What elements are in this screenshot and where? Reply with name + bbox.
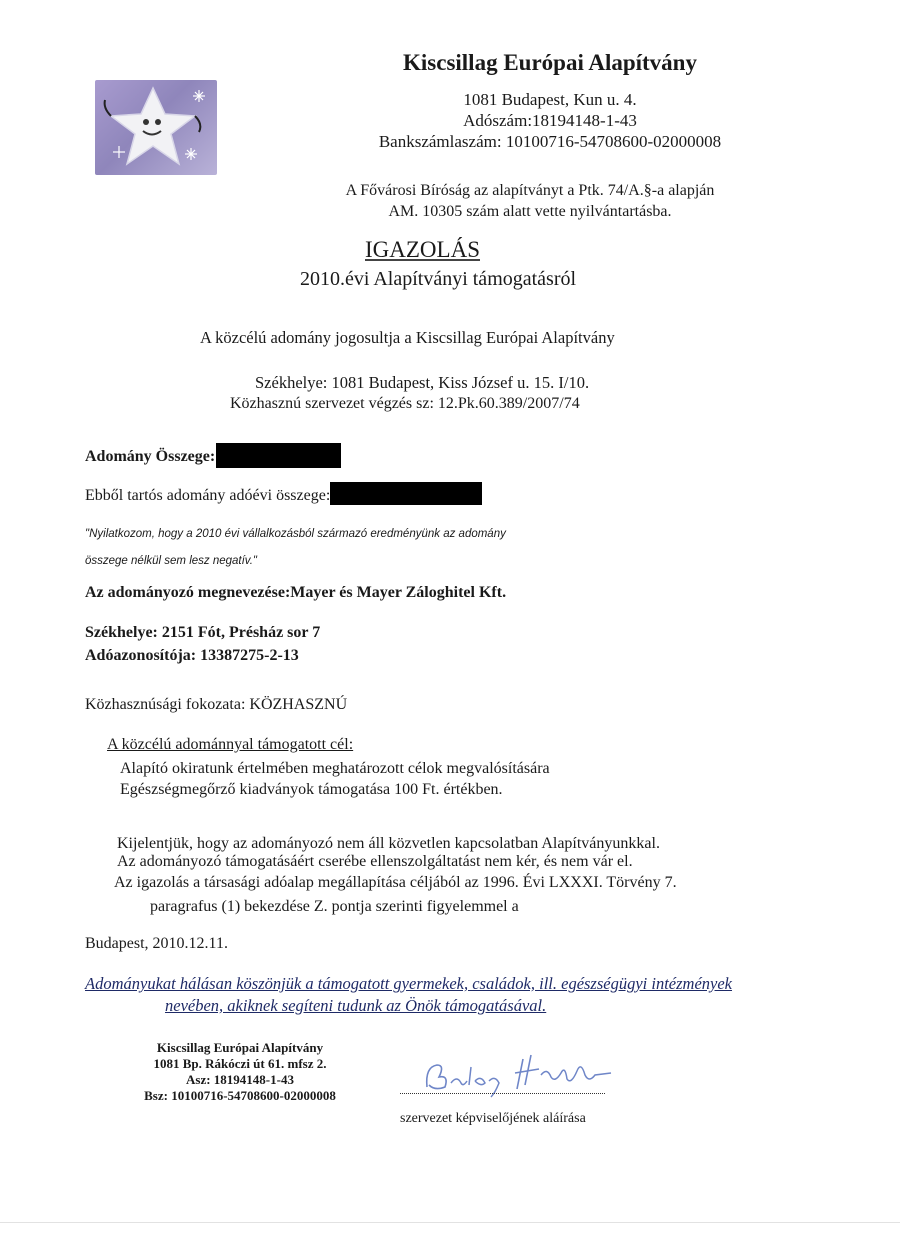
foundation-logo <box>95 80 217 175</box>
purpose-line1: Alapító okiratunk értelmében meghatározott célok megvalósítására <box>120 760 550 777</box>
header-org-name: Kiscsillag Európai Alapítvány <box>403 50 697 75</box>
foundation-stamp <box>130 1040 350 1104</box>
beneficiary-ruling: Közhasznú szervezet végzés sz: 12.Pk.60.389/2007/74 <box>230 395 580 412</box>
stamp-line4: Bsz: 10100716-54708600-02000008 <box>144 1088 336 1103</box>
star-mascot-icon <box>95 80 217 175</box>
declaration-line2: összege nélkül sem lesz negatív." <box>85 555 257 567</box>
statement-line4: paragrafus (1) bekezdése Z. pontja szerinti figyelemmel a <box>150 898 519 915</box>
purpose-line2: Egészségmegőrző kiadványok támogatása 100 Ft. értékben. <box>120 781 503 798</box>
donation-amount-label: Adomány Összege: <box>85 448 216 465</box>
thanks-line1: Adományukat hálásan köszönjük a támogatott gyermekek, családok, ill. egészségügyi intézmények <box>85 974 733 993</box>
redacted-longterm-amount <box>330 482 482 505</box>
handwritten-signature <box>415 1045 635 1105</box>
signature-label: szervezet képviselőjének aláírása <box>400 1111 586 1126</box>
page-edge-divider <box>0 1222 900 1223</box>
statement-line2: Az adományozó támogatásáért cserébe ellenszolgáltatást nem kér, és nem vár el. <box>117 853 633 870</box>
thanks-line2: nevében, akiknek segíteni tudunk az Önök támogatásával. <box>165 996 547 1015</box>
purpose-label: A közcélú adománnyal támogatott cél: <box>107 736 354 753</box>
header-bank-account: Bankszámlaszám: 10100716-54708600-02000008 <box>378 132 722 151</box>
header-registration-line1: A Fővárosi Bíróság az alapítványt a Ptk. 74/A.§-a alapján <box>345 182 715 199</box>
public-benefit-status: Közhasznúsági fokozata: KÖZHASZNÚ <box>85 696 348 713</box>
donor-name: Az adományozó megnevezése:Mayer és Mayer Záloghitel Kft. <box>85 584 507 601</box>
beneficiary-seat: Székhelye: 1081 Budapest, Kiss József u. 15. I/10. <box>255 373 590 392</box>
header-address: 1081 Budapest, Kun u. 4. <box>463 90 637 109</box>
issue-date: Budapest, 2010.12.11. <box>85 935 228 952</box>
declaration-line1: "Nyilatkozom, hogy a 2010 évi vállalkozásból származó eredményünk az adomány <box>85 528 506 540</box>
stamp-line3: Asz: 18194148-1-43 <box>186 1072 294 1087</box>
donor-tax-id: Adóazonosítója: 13387275-2-13 <box>85 647 299 664</box>
stamp-line1: Kiscsillag Európai Alapítvány <box>156 1040 324 1055</box>
statement-line3: Az igazolás a társasági adóalap megállapítása céljából az 1996. Évi LXXXI. Törvény 7. <box>114 874 677 891</box>
document-title: IGAZOLÁS <box>365 237 480 262</box>
redacted-amount <box>216 443 341 468</box>
stamp-line2: 1081 Bp. Rákóczi út 61. mfsz 2. <box>153 1056 327 1071</box>
statement-line1: Kijelentjük, hogy az adományozó nem áll közvetlen kapcsolatban Alapítványunkkal. <box>117 835 660 852</box>
header-tax-number: Adószám:18194148-1-43 <box>463 111 637 130</box>
longterm-donation-label: Ebből tartós adomány adóévi összege: <box>85 487 331 504</box>
header-registration-line2: AM. 10305 szám alatt vette nyilvántartásba. <box>388 203 672 220</box>
beneficiary-line: A közcélú adomány jogosultja a Kiscsillag Európai Alapítvány <box>200 328 615 347</box>
donor-seat: Székhelye: 2151 Fót, Présház sor 7 <box>85 624 321 641</box>
document-subtitle: 2010.évi Alapítványi támogatásról <box>300 268 577 290</box>
signature-line <box>400 1093 605 1094</box>
